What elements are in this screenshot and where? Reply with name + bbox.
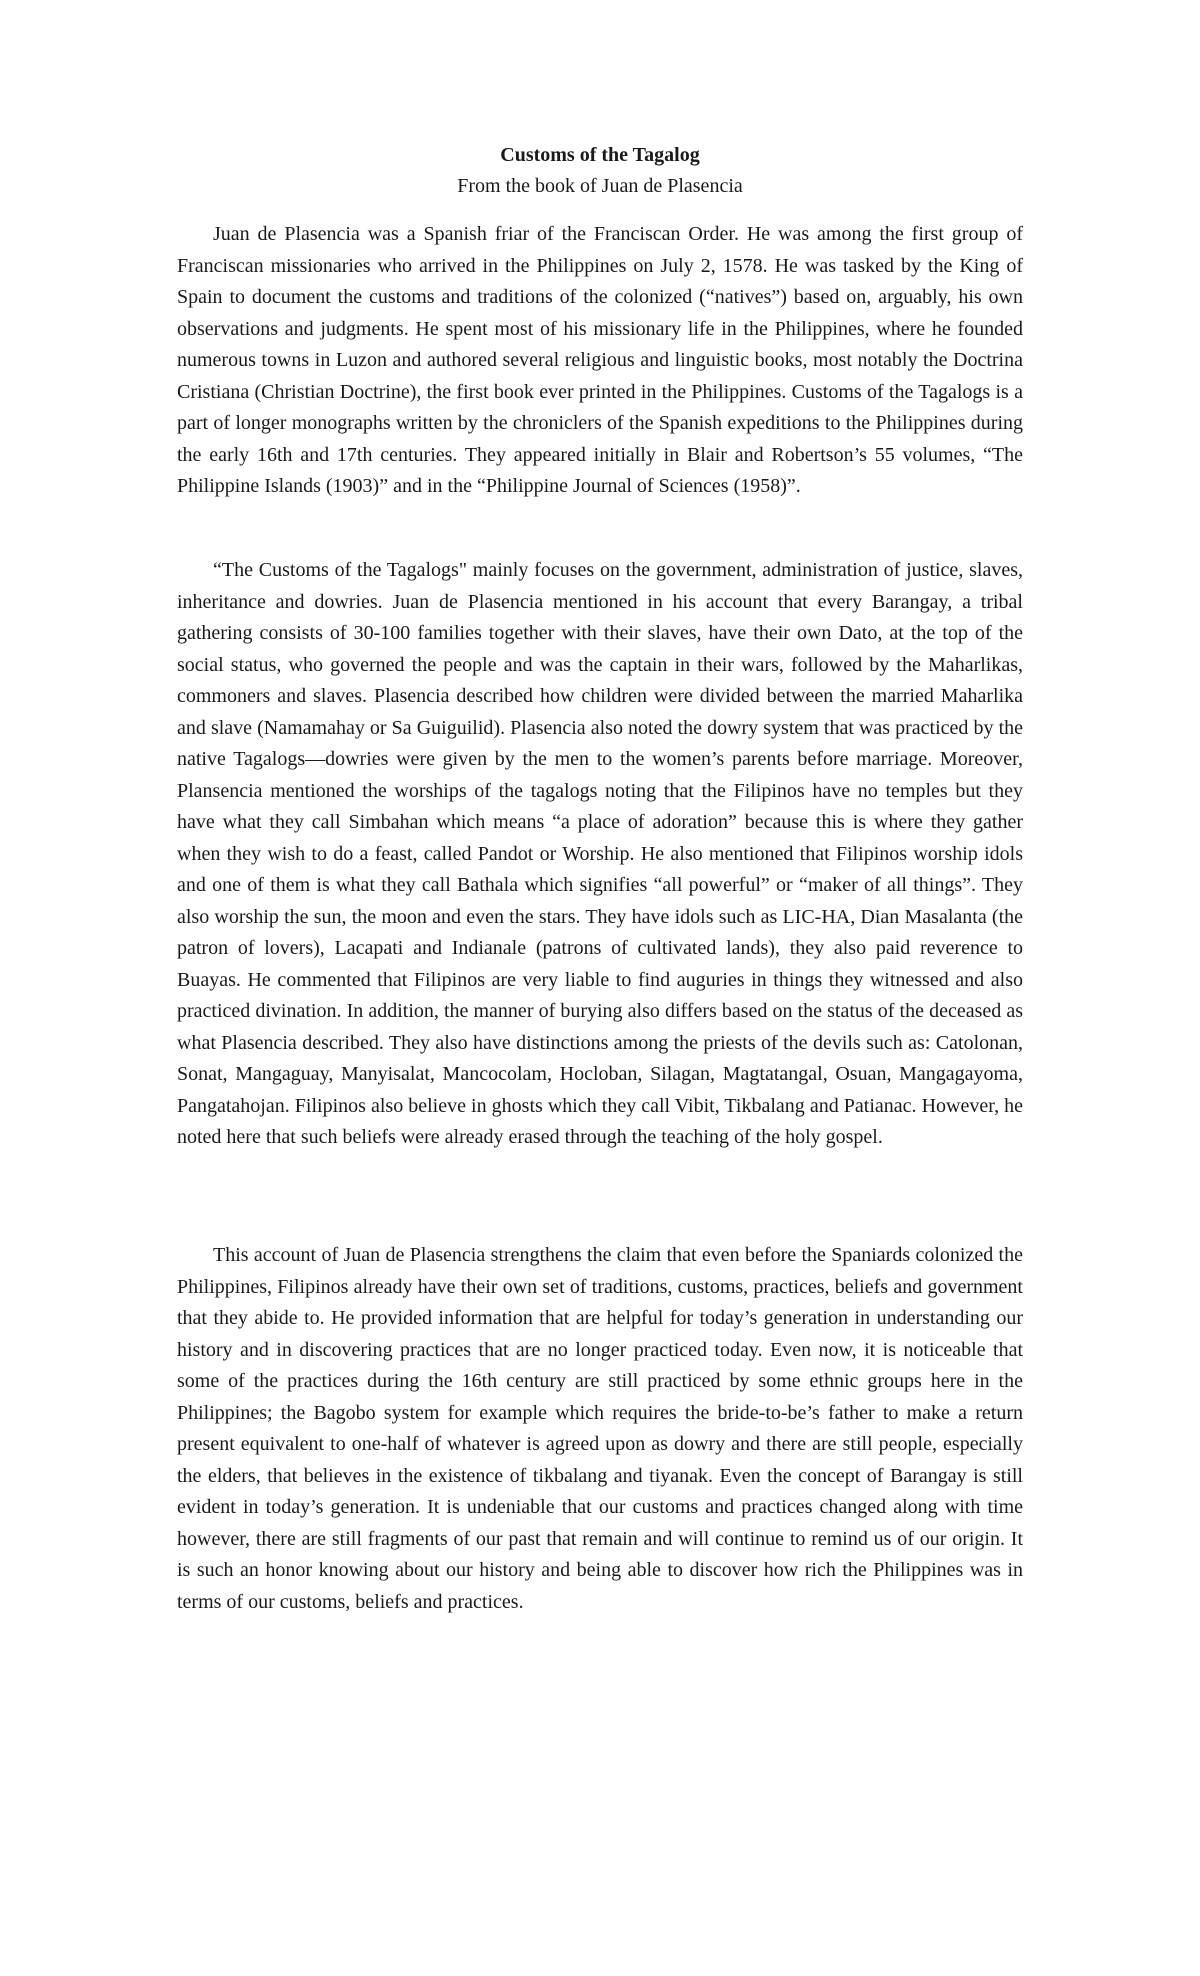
body-paragraph: Juan de Plasencia was a Spanish friar of the Franciscan Order. He was among the first group of Franciscan missionaries who arrived in the Philippines on July 2, 1578. He was tasked by the King of Spain to document the customs and traditions of the colonized (“natives”) based on, arguably, his own observations and judgments. He spent most of his missionary life in the Philippines, where he founded numerous towns in Luzon and authored several religious and linguistic books, most notably the Doctrina Cristiana (Christian Doctrine), the first book ever printed in the Philippines. Customs of the Tagalogs is a part of longer monographs written by the chroniclers of the Spanish expeditions to the Philippines during the early 16th and 17th centuries. They appeared initially in Blair and Robertson’s 55 volumes, “The Philippine Islands (1903)” and in the “Philippine Journal of Sciences (1958)”. [177,223,1023,497]
body-paragraph-2-container [177,555,1023,1154]
document-subtitle: From the book of Juan de Plasencia [457,175,743,197]
body-paragraph-3-container [177,1240,1023,1618]
document-title: Customs of the Tagalog [500,144,700,166]
body-paragraph: This account of Juan de Plasencia strengthens the claim that even before the Spaniards colonized the Philippines, Filipinos already have their own set of traditions, customs, practices, beliefs and government that they abide to. He provided information that are helpful for today’s generation in understanding our history and in discovering practices that are no longer practiced today. Even now, it is noticeable that some of the practices during the 16th century are still practiced by some ethnic groups here in the Philippines; the Bagobo system for example which requires the bride-to-be’s father to make a return present equivalent to one-half of whatever is agreed upon as dowry and there are still people, especially the elders, that believes in the existence of tikbalang and tiyanak. Even the concept of Barangay is still evident in today’s generation. It is undeniable that our customs and practices changed along with time however, there are still fragments of our past that remain and will continue to remind us of our origin. It is such an honor knowing about our history and being able to discover how rich the Philippines was in terms of our customs, beliefs and practices. [177,1244,1023,1613]
title-block [0,140,1200,202]
body-paragraph-1-container [177,219,1023,503]
body-paragraph: “The Customs of the Tagalogs" mainly focuses on the government, administration of justice, slaves, inheritance and dowries. Juan de Plasencia mentioned in his account that every Barangay, a tribal gathering consists of 30-100 families together with their slaves, have their own Dato, at the top of the social status, who governed the people and was the captain in their wars, followed by the Maharlikas, commoners and slaves. Plasencia described how children were divided between the married Maharlika and slave (Namamahay or Sa Guiguilid). Plasencia also noted the dowry system that was practiced by the native Tagalogs—dowries were given by the men to the women’s parents before marriage. Moreover, Plansencia mentioned the worships of the tagalogs noting that the Filipinos have no temples but they have what they call Simbahan which means “a place of adoration” because this is where they gather when they wish to do a feast, called Pandot or Worship. He also mentioned that Filipinos worship idols and one of them is what they call Bathala which signifies “all powerful” or “maker of all things”. They also worship the sun, the moon and even the stars. They have idols such as LIC-HA, Dian Masalanta (the patron of lovers), Lacapati and Indianale (patrons of cultivated lands), they also paid reverence to Buayas. He commented that Filipinos are very liable to find auguries in things they witnessed and also practiced divination. In addition, the manner of burying also differs based on the status of the deceased as what Plasencia described. They also have distinctions among the priests of the devils such as: Catolonan, Sonat, Mangaguay, Manyisalat, Mancocolam, Hocloban, Silagan, Magtatangal, Osuan, Mangagayoma, Pangatahojan. Filipinos also believe in ghosts which they call Vibit, Tikbalang and Patianac. However, he noted here that such beliefs were already erased through the teaching of the holy gospel. [177,559,1023,1148]
